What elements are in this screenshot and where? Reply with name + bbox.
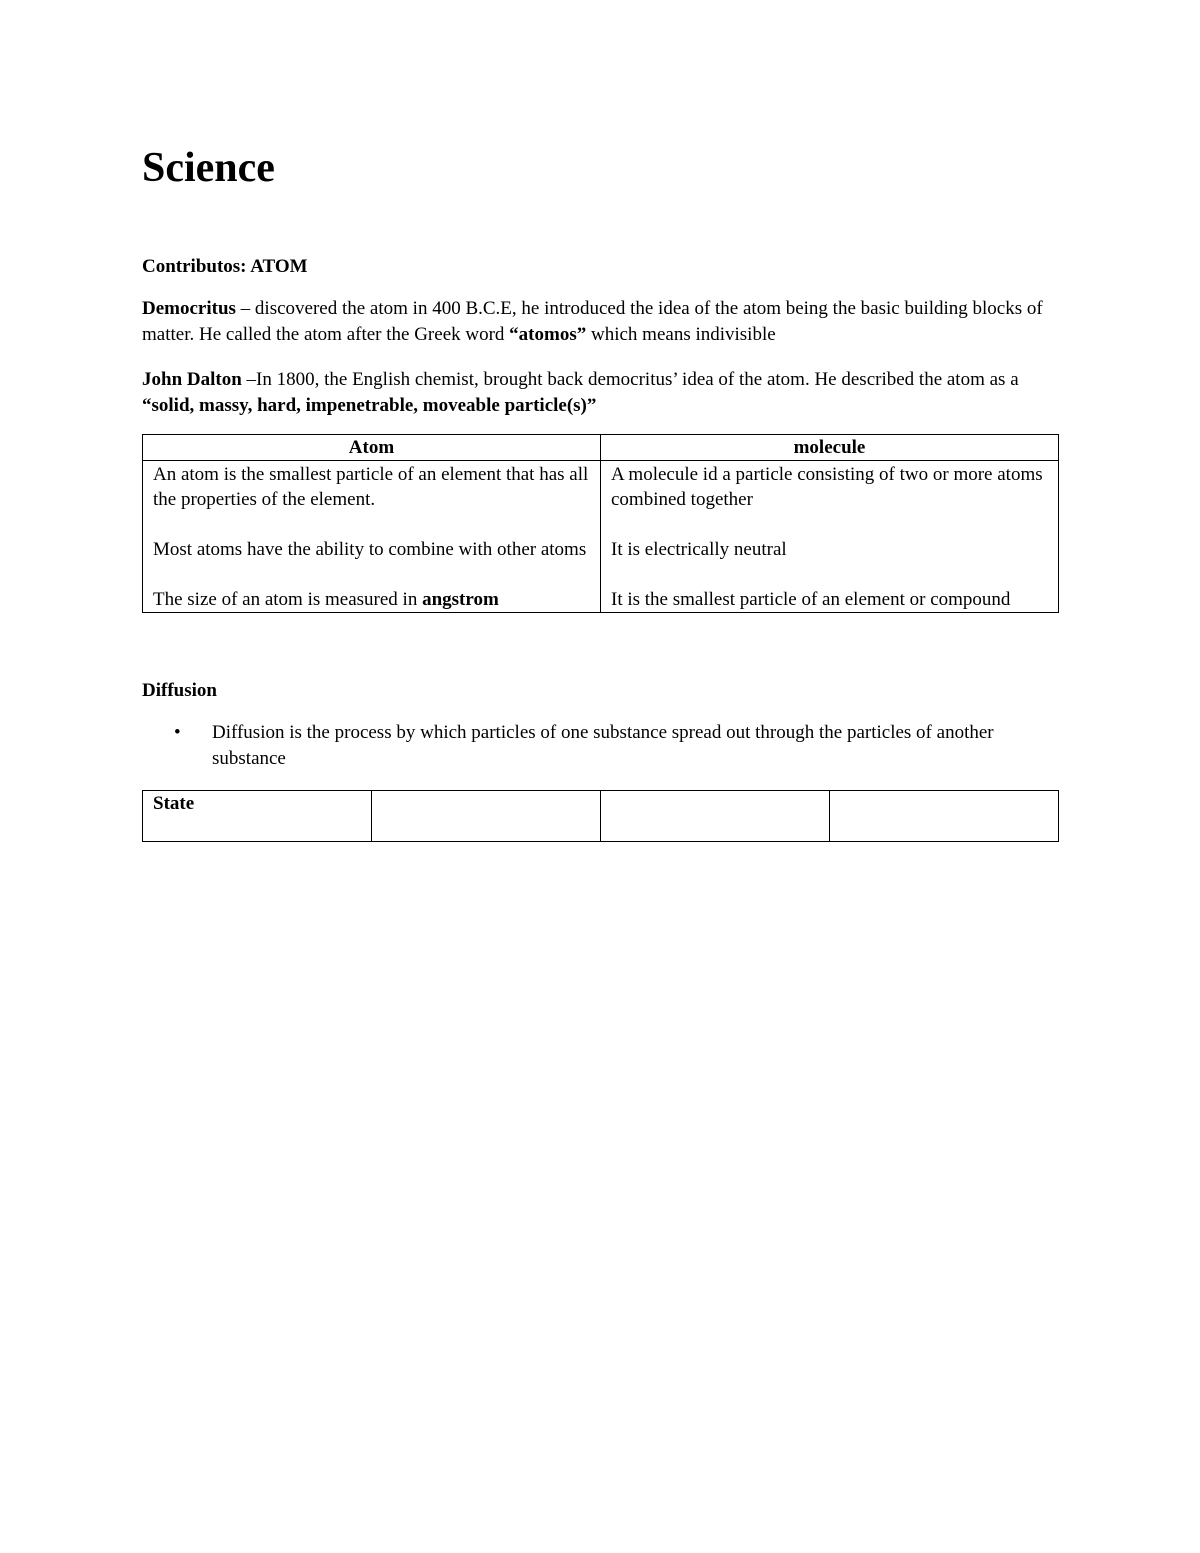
table-row <box>143 791 1059 842</box>
atom-molecule-table <box>142 434 1059 613</box>
molecule-definition: A molecule id a particle consisting of two or more atoms combined together <box>611 464 1043 510</box>
democritus-text: – discovered the atom in 400 B.C.E, he introduced the idea of the atom being the basic building blocks of matter. He called the atom after the Greek word <box>142 298 1043 345</box>
state-cell-3 <box>601 791 830 842</box>
atom-size-text: The size of an atom is measured in <box>153 589 423 610</box>
table-row <box>143 461 1059 613</box>
page-title: Science <box>142 145 275 191</box>
dalton-text: –In 1800, the English chemist, brought back democritus’ idea of the atom. He described the atom as a <box>241 369 1019 390</box>
diffusion-bullet-text: Diffusion is the process by which particles of one substance spread out through the particles of another substance <box>212 722 994 769</box>
democritus-tail: which means indivisible <box>586 324 776 345</box>
molecule-smallest: It is the smallest particle of an element or compound <box>611 589 1011 610</box>
state-cell-4 <box>830 791 1059 842</box>
molecule-cell <box>601 461 1059 613</box>
diffusion-bullet-item <box>174 720 1054 772</box>
atom-size-unit: angstrom <box>422 589 499 610</box>
header-molecule: molecule <box>601 435 1059 461</box>
atom-combine: Most atoms have the ability to combine with other atoms <box>153 539 587 560</box>
table-header-row <box>143 435 1059 461</box>
atom-definition: An atom is the smallest particle of an element that has all the properties of the element. <box>153 464 589 510</box>
section-subheading: Contributos: ATOM <box>142 256 308 277</box>
state-table <box>142 790 1059 842</box>
diffusion-heading: Diffusion <box>142 680 217 701</box>
state-cell-2 <box>372 791 601 842</box>
state-cell-1: State <box>143 791 372 842</box>
molecule-neutral: It is electrically neutral <box>611 539 787 560</box>
atom-cell <box>143 461 601 613</box>
democritus-paragraph <box>142 296 1062 348</box>
dalton-name: John Dalton <box>142 369 242 390</box>
bullet-icon: • <box>174 722 181 743</box>
atom-size <box>153 587 590 612</box>
democritus-quote: “atomos” <box>509 324 587 345</box>
dalton-quote: “solid, massy, hard, impenetrable, moveable particle(s)” <box>142 395 597 416</box>
header-atom: Atom <box>143 435 601 461</box>
democritus-name: Democritus <box>142 298 236 319</box>
dalton-paragraph <box>142 367 1062 419</box>
